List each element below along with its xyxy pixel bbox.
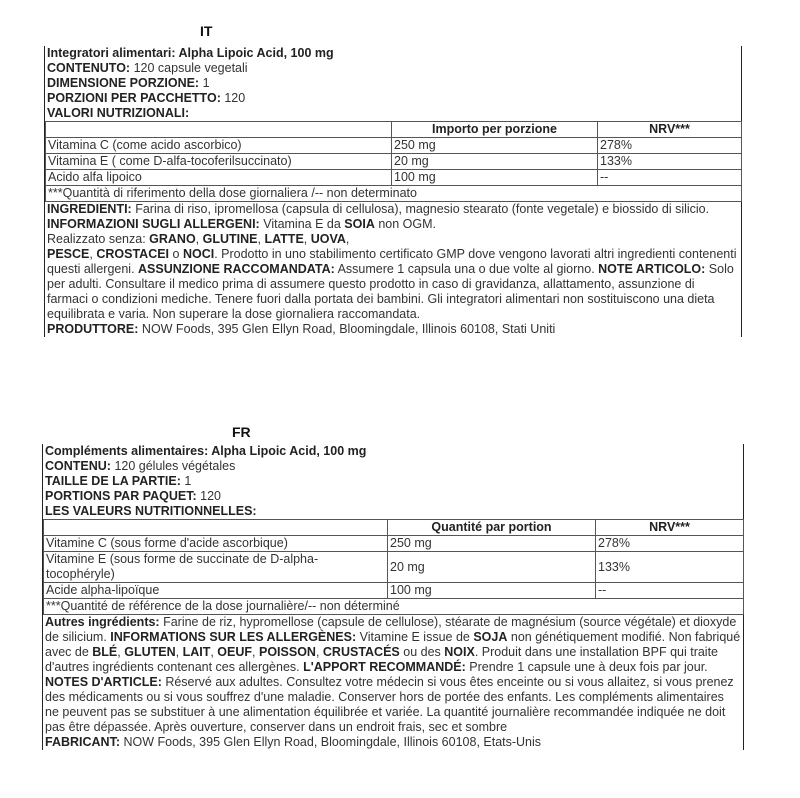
table-row xyxy=(46,154,742,170)
nutrient-name: Vitamina C (come acido ascorbico) xyxy=(46,138,392,154)
made-without-label: Realizzato senza: xyxy=(47,232,150,246)
allergens-text: Vitamine E issue de xyxy=(356,630,474,644)
allergen-crostacei: CROSTACEI xyxy=(96,247,170,261)
product-sheet-fr xyxy=(42,444,744,750)
nutrient-name: Acide alpha-lipoïque xyxy=(44,583,388,599)
allergen-poisson: POISSON xyxy=(258,645,316,659)
nutrient-nrv: 133% xyxy=(596,552,744,583)
title-label: Compléments alimentaires: xyxy=(45,444,209,458)
ingredients-paragraph-fr: Autres ingrédients: Farine de riz, hypromellose (capsule de cellulose), stéarate de magnésium (source végétale) et dioxyde de silicium. INFORMATIONS SUR LES ALLERGÈNES: Vitamine E issue de SOJA non génétiquement modifié. Non fabriqué avec de BLÉ, GLUTEN, LAIT, OEUF, POISSON, CRUSTACÉS ou des NOIX. Produit dans une installation BPF qui traite d'autres ingrédients contenant ces allergènes. L'APPORT RECOMMANDÉ: Prendre 1 capsule une à deux fois par jour. NOTES D'ARTICLE: Réservé aux adultes. Consultez votre médecin si vous êtes enceinte ou si vous allaitez, si vous prenez des médicaments ou si vous souffrez d'une maladie. Conserver hors de portée des enfants. Les compléments alimentaires ne peuvent pas se substituer à une alimentation équilibrée et variée. La quantité journalière recommandée indiquée ne doit pas être dépassée. Après ouverture, conserver dans un endroit frais, sec et sombre xyxy=(45,615,741,734)
manufacturer-row-fr xyxy=(43,735,743,750)
valeurs-row xyxy=(43,504,743,519)
nutrient-nrv: 133% xyxy=(598,154,742,170)
contenu-value: 120 gélules végétales xyxy=(110,459,236,473)
facility-text: . Produit dans une installation BPF qui traite d'autres ingrédients contenant ces allergènes. xyxy=(45,645,719,674)
nutrient-amount: 100 mg xyxy=(388,583,596,599)
table-header-row xyxy=(44,520,744,536)
nutrient-amount: 20 mg xyxy=(388,552,596,583)
manufacturer-text: NOW Foods, 395 Glen Ellyn Road, Bloomingdale, Illinois 60108, Etats-Unis xyxy=(120,735,542,749)
contenuto-value: 120 capsule vegetali xyxy=(130,61,248,75)
connector-o: o xyxy=(169,247,183,261)
notes-label: NOTE ARTICOLO: xyxy=(598,262,706,276)
table-row xyxy=(46,138,742,154)
facility-text: . Prodotto in uno stabilimento certificato GMP dove vengono lavorati altri ingredienti contenenti questi allergeni. xyxy=(47,247,737,276)
product-sheet-it xyxy=(44,46,742,337)
ingredients-label: Autres ingrédients: xyxy=(45,615,160,629)
title-row xyxy=(45,46,741,61)
allergen-grano: GRANO xyxy=(149,232,196,246)
contenu-row xyxy=(43,459,743,474)
title-value: Alpha Lipoic Acid, 100 mg xyxy=(175,46,334,60)
header-cell: Quantité par portion xyxy=(388,520,596,536)
notes-text: Solo per adulti. Consultare il medico prima di assumere questo prodotto in caso di gravidanza, allattamento, assunzione di farmaci o condizioni mediche. Tenere fuori dalla portata dei bambini. Gli integratori alimentari non sostituiscono una dieta equilibrata e varia. Non superare la dose giornaliera raccomandata. xyxy=(47,262,734,321)
nutrient-amount: 20 mg xyxy=(392,154,598,170)
taille-row xyxy=(43,474,743,489)
header-cell xyxy=(46,122,392,138)
notes-label: NOTES D'ARTICLE: xyxy=(45,675,162,689)
dimensione-value: 1 xyxy=(199,76,210,90)
nutrient-amount: 250 mg xyxy=(388,536,596,552)
table-row xyxy=(44,583,744,599)
manufacturer-label: PRODUTTORE: xyxy=(47,322,139,336)
table-row xyxy=(46,170,742,186)
ingredients-text: Farina di riso, ipromellosa (capsula di cellulosa), magnesio stearato (fonte vegetale) e biossido di silicio. xyxy=(131,202,710,216)
allergen-noci: NOCI xyxy=(182,247,215,261)
title-value: Alpha Lipoic Acid, 100 mg xyxy=(208,444,367,458)
connector-ou: ou des xyxy=(399,645,445,659)
allergen-noix: NOIX xyxy=(444,645,475,659)
nutrient-name: Vitamine E (sous forme de succinate de D-alpha-tocophéryle) xyxy=(44,552,388,583)
table-footnote: ***Quantité de référence de la dose journalière/-- non déterminé xyxy=(44,599,744,615)
valori-row xyxy=(45,106,741,121)
contenuto-label: CONTENUTO: xyxy=(47,61,131,75)
title-label: Integratori alimentari: xyxy=(47,46,176,60)
contenu-label: CONTENU: xyxy=(45,459,111,473)
allergens-text-2: non OGM. xyxy=(374,217,436,231)
lang-heading-fr: FR xyxy=(232,424,251,440)
allergen-pesce: PESCE xyxy=(47,247,90,261)
allergen-oeuf: OEUF xyxy=(217,645,253,659)
allergen-ble: BLÉ xyxy=(92,645,118,659)
dosage-label: ASSUNZIONE RACCOMANDATA: xyxy=(138,262,335,276)
contenuto-row xyxy=(45,61,741,76)
nutrient-name: Acido alfa lipoico xyxy=(46,170,392,186)
dosage-label: L'APPORT RECOMMANDÉ: xyxy=(303,660,466,674)
portions-value: 120 xyxy=(196,489,221,503)
dimensione-label: DIMENSIONE PORZIONE: xyxy=(47,76,200,90)
allergen-lait: LAIT xyxy=(182,645,211,659)
dosage-text: Assumere 1 capsula una o due volte al giorno. xyxy=(334,262,599,276)
ingredients-label: INGREDIENTI: xyxy=(47,202,132,216)
nutrient-nrv: 278% xyxy=(598,138,742,154)
nutrition-table-it xyxy=(45,121,742,202)
table-row xyxy=(44,552,744,583)
portions-label: PORTIONS PAR PAQUET: xyxy=(45,489,197,503)
table-footnote-row xyxy=(44,599,744,615)
allergens-label: INFORMATIONS SUR LES ALLERGÈNES: xyxy=(110,630,357,644)
nutrient-nrv: -- xyxy=(598,170,742,186)
allergen-gluten: GLUTEN xyxy=(124,645,176,659)
allergen-crustaces: CRUSTACÉS xyxy=(322,645,400,659)
nutrient-amount: 250 mg xyxy=(392,138,598,154)
allergen-uova: UOVA xyxy=(310,232,346,246)
header-cell: NRV*** xyxy=(598,122,742,138)
allergen-latte: LATTE xyxy=(264,232,304,246)
table-header-row xyxy=(46,122,742,138)
nutrition-table-fr xyxy=(43,519,744,615)
portions-row xyxy=(43,489,743,504)
valori-label: VALORI NUTRIZIONALI: xyxy=(47,106,190,120)
allergens-label: INFORMAZIONI SUGLI ALLERGENI: xyxy=(47,217,260,231)
nutrient-name: Vitamina E ( come D-alfa-tocoferilsuccinato) xyxy=(46,154,392,170)
table-footnote: ***Quantità di riferimento della dose giornaliera /-- non determinato xyxy=(46,186,742,202)
nutrient-amount: 100 mg xyxy=(392,170,598,186)
ingredients-text: Farine de riz, hypromellose (capsule de cellulose), stéarate de magnésium (source végétale) et dioxyde de silicium. xyxy=(45,615,737,644)
header-cell xyxy=(44,520,388,536)
allergen-soja: SOJA xyxy=(473,630,508,644)
table-footnote-row xyxy=(46,186,742,202)
porzioni-value: 120 xyxy=(220,91,246,105)
notes-text: Réservé aux adultes. Consultez votre médecin si vous êtes enceinte ou si vous allaitez, si vous prenez des médicaments ou si vous souffrez d'une maladie. Conserver hors de portée des enfants. Les compléments alimentaires ne peuvent pas se substituer à une alimentation équilibrée et variée. La quantité journalière recommandée indiquée ne doit pas être dépassée. Après ouverture, conserver dans un endroit frais, sec et sombre xyxy=(45,675,734,734)
table-row xyxy=(44,536,744,552)
header-cell: NRV*** xyxy=(596,520,744,536)
lang-heading-it: IT xyxy=(200,23,213,39)
manufacturer-label: FABRICANT: xyxy=(45,735,120,749)
nutrient-nrv: -- xyxy=(596,583,744,599)
allergen-glutine: GLUTINE xyxy=(202,232,258,246)
manufacturer-text: NOW Foods, 395 Glen Ellyn Road, Bloomingdale, Illinois 60108, Stati Uniti xyxy=(138,322,556,336)
nutrient-nrv: 278% xyxy=(596,536,744,552)
porzioni-row xyxy=(45,91,741,106)
valeurs-label: LES VALEURS NUTRITIONNELLES: xyxy=(45,504,257,518)
porzioni-label: PORZIONI PER PACCHETTO: xyxy=(47,91,221,105)
allergens-text-2: non génétiquement modifié. Non fabriqué avec de xyxy=(45,630,741,659)
taille-label: TAILLE DE LA PARTIE: xyxy=(45,474,181,488)
manufacturer-row-it xyxy=(45,322,741,337)
taille-value: 1 xyxy=(180,474,192,488)
allergens-text: Vitamina E da xyxy=(259,217,345,231)
header-cell: Importo per porzione xyxy=(392,122,598,138)
ingredients-paragraph-it: INGREDIENTI: Farina di riso, ipromellosa (capsula di cellulosa), magnesio stearato (fonte vegetale) e biossido di silicio. INFORMAZIONI SUGLI ALLERGENI: Vitamina E da SOIA non OGM. Realizzato senza: GRANO, GLUTINE, LATTE, UOVA, PESCE, CROSTACEI o NOCI. Prodotto in uno stabilimento certificato GMP dove vengono lavorati altri ingredienti contenenti questi allergeni. ASSUNZIONE RACCOMANDATA: Assumere 1 capsula una o due volte al giorno. NOTE ARTICOLO: Solo per adulti. Consultare il medico prima di assumere questo prodotto in caso di gravidanza, allattamento, assunzione di farmaci o condizioni mediche. Tenere fuori dalla portata dei bambini. Gli integratori alimentari non sostituiscono una dieta equilibrata e varia. Non superare la dose giornaliera raccomandata. xyxy=(47,202,737,321)
nutrient-name: Vitamine C (sous forme d'acide ascorbique) xyxy=(44,536,388,552)
dosage-text: Prendre 1 capsule une à deux fois par jour. xyxy=(465,660,708,674)
dimensione-row xyxy=(45,76,741,91)
allergen-soia: SOIA xyxy=(344,217,375,231)
title-row xyxy=(43,444,743,459)
